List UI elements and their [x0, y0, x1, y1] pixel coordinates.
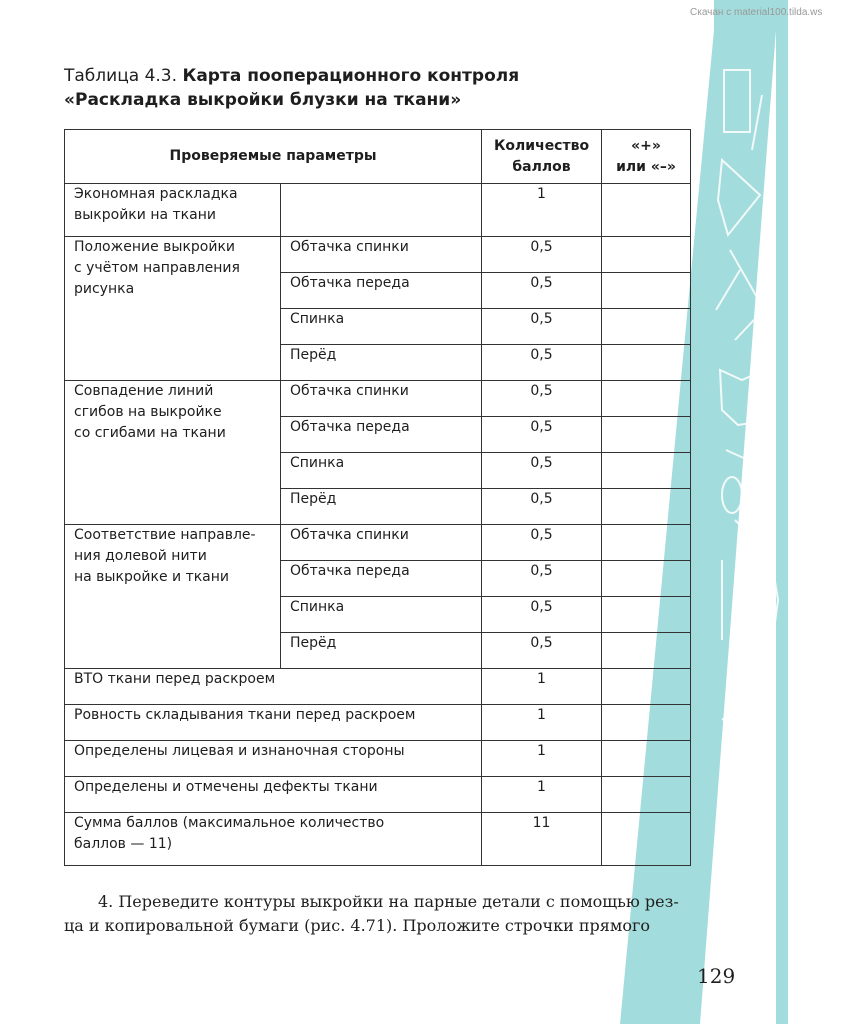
criterion-label: Ровность складывания ткани перед раскроем: [65, 705, 482, 741]
mark-cell: [602, 813, 691, 866]
part-cell: Обтачка переда: [281, 417, 482, 453]
total-points: 11: [482, 813, 602, 866]
part-cell: Обтачка спинки: [281, 381, 482, 417]
caption-prefix: Таблица 4.3.: [64, 66, 183, 86]
header-params: Проверяемые параметры: [65, 130, 482, 184]
header-mark: «+» или «–»: [602, 130, 691, 184]
caption-title-line1: Карта пооперационного контроля: [182, 66, 520, 86]
mark-cell: [602, 525, 691, 561]
table-caption: [64, 64, 519, 112]
mark-cell: [602, 705, 691, 741]
paragraph-line2: ца и копировальной бумаги (рис. 4.71). Проложите строчки прямого: [64, 916, 650, 935]
group-position-label: Положение выкройки с учётом направления рисунка: [65, 237, 281, 381]
mark-cell: [602, 633, 691, 669]
economy-label: Экономная раскладка выкройки на ткани: [65, 184, 281, 237]
points-cell: 0,5: [482, 309, 602, 345]
part-cell: Обтачка спинки: [281, 525, 482, 561]
points-cell: 0,5: [482, 273, 602, 309]
group-grain-label: Соответствие направле- ния долевой нити на выкройке и ткани: [65, 525, 281, 669]
mark-cell: [602, 309, 691, 345]
points-cell: 1: [482, 705, 602, 741]
table-row: [65, 381, 691, 417]
points-cell: 0,5: [482, 345, 602, 381]
points-cell: 0,5: [482, 453, 602, 489]
points-cell: 0,5: [482, 597, 602, 633]
caption-title-line2: «Раскладка выкройки блузки на ткани»: [64, 90, 462, 110]
page-number: 129: [697, 964, 736, 988]
criterion-label: Определены лицевая и изнаночная стороны: [65, 741, 482, 777]
mark-cell: [602, 777, 691, 813]
mark-cell: [602, 417, 691, 453]
points-cell: 1: [482, 184, 602, 237]
part-cell: Обтачка переда: [281, 561, 482, 597]
download-watermark: Скачан с material100.tilda.ws: [690, 7, 823, 18]
points-cell: 0,5: [482, 633, 602, 669]
points-cell: 1: [482, 669, 602, 705]
part-cell: Перёд: [281, 489, 482, 525]
part-cell: Обтачка спинки: [281, 237, 482, 273]
empty-cell: [281, 184, 482, 237]
mark-cell: [602, 345, 691, 381]
points-cell: 1: [482, 741, 602, 777]
points-cell: 0,5: [482, 525, 602, 561]
mark-cell: [602, 489, 691, 525]
group-folds-label: Совпадение линий сгибов на выкройке со сгибами на ткани: [65, 381, 281, 525]
mark-cell: [602, 561, 691, 597]
instruction-paragraph: [64, 890, 698, 938]
table-row: [65, 669, 691, 705]
points-cell: 0,5: [482, 417, 602, 453]
points-cell: 0,5: [482, 489, 602, 525]
table-row: [65, 237, 691, 273]
paragraph-line1: 4. Переведите контуры выкройки на парные детали с помощью рез-: [98, 892, 679, 911]
part-cell: Перёд: [281, 633, 482, 669]
mark-cell: [602, 273, 691, 309]
mark-cell: [602, 453, 691, 489]
points-cell: 0,5: [482, 561, 602, 597]
part-cell: Спинка: [281, 597, 482, 633]
table-row: [65, 741, 691, 777]
table-row: [65, 777, 691, 813]
total-label: Сумма баллов (максимальное количество баллов — 11): [65, 813, 482, 866]
points-cell: 1: [482, 777, 602, 813]
table-row: [65, 184, 691, 237]
part-cell: Перёд: [281, 345, 482, 381]
mark-cell: [602, 184, 691, 237]
points-cell: 0,5: [482, 237, 602, 273]
mark-cell: [602, 237, 691, 273]
mark-cell: [602, 381, 691, 417]
table-total-row: [65, 813, 691, 866]
header-points: Количество баллов: [482, 130, 602, 184]
table-row: [65, 525, 691, 561]
criterion-label: ВТО ткани перед раскроем: [65, 669, 482, 705]
points-cell: 0,5: [482, 381, 602, 417]
control-table: [64, 129, 691, 866]
mark-cell: [602, 669, 691, 705]
part-cell: Спинка: [281, 453, 482, 489]
mark-cell: [602, 597, 691, 633]
mark-cell: [602, 741, 691, 777]
part-cell: Обтачка переда: [281, 273, 482, 309]
part-cell: Спинка: [281, 309, 482, 345]
table-header-row: [65, 130, 691, 184]
table-row: [65, 705, 691, 741]
criterion-label: Определены и отмечены дефекты ткани: [65, 777, 482, 813]
